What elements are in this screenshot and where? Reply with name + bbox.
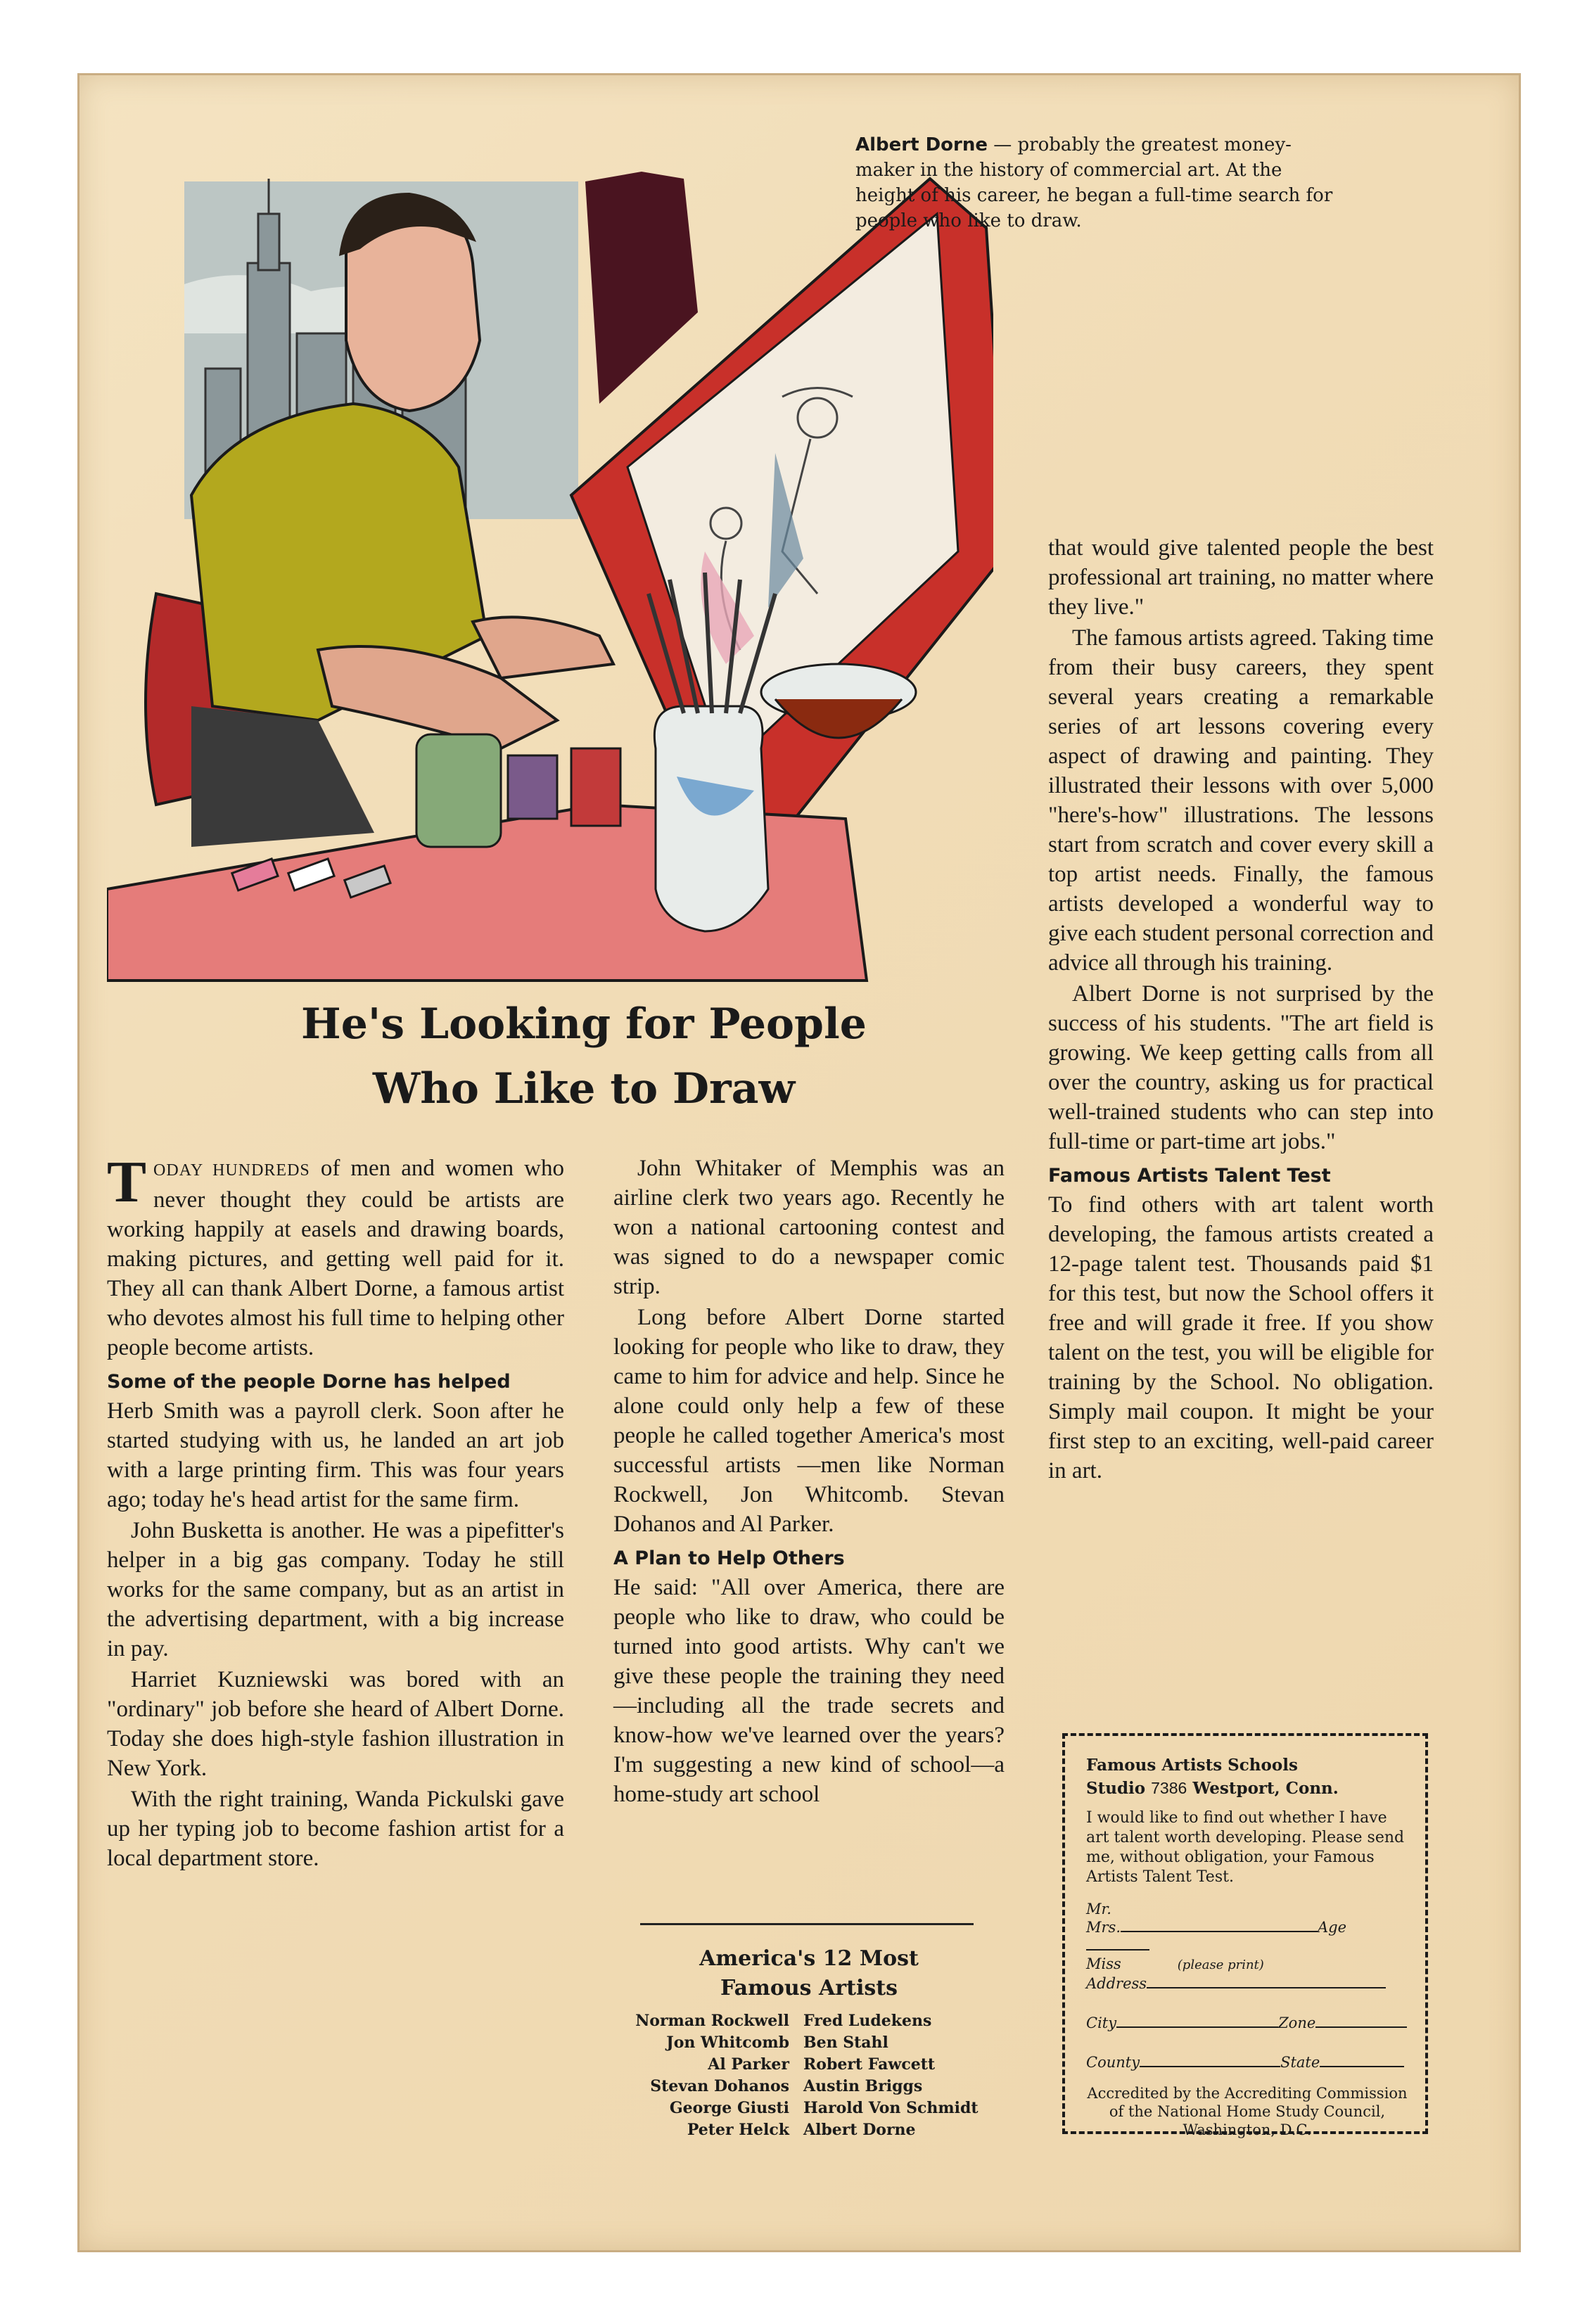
paragraph-wanda-pickulski: With the right training, Wanda Pickulski gave up her typing job to become fashion artist for a local department store.	[107, 1787, 564, 1871]
artist-name-right: Robert Fawcett	[803, 2055, 936, 2074]
artist-name-right: Ben Stahl	[803, 2034, 888, 2052]
section-heading-talent-test: Famous Artists Talent Test	[1048, 1165, 1331, 1187]
drop-cap: T	[107, 1149, 147, 1215]
headline-line-2: Who Like to Draw	[372, 1064, 796, 1113]
artist-row	[613, 2054, 1005, 2076]
artist-row	[613, 2076, 1005, 2098]
paragraph-harriet-kuzniewski: Harriet Kuzniewski was bored with an "ordinary" job before she heard of Albert Dorne. Today she does high-style fashion illustration in New York.	[107, 1667, 564, 1781]
coupon-city-label: City	[1086, 2015, 1117, 2031]
artist-name-left: Stevan Dohanos	[650, 2077, 789, 2095]
coupon-address-line	[1086, 1777, 1408, 1800]
caption-text: — probably the greatest money-maker in the history of commercial art. At the height of his career, he began a full-time search for people who like to draw.	[855, 134, 1333, 231]
artist-name-left: Jon Whitcomb	[666, 2034, 789, 2052]
mail-coupon[interactable]	[1062, 1733, 1428, 2138]
coupon-address-field[interactable]	[1086, 1974, 1408, 1993]
intro-smallcaps: ODAY HUNDREDS	[153, 1161, 310, 1180]
article-column-2	[613, 1154, 1005, 1811]
article-column-1	[107, 1149, 564, 1875]
coupon-please-print: (please print)	[1177, 1958, 1264, 1972]
artist-row	[613, 2010, 1005, 2032]
coupon-school: Famous Artists Schools	[1086, 1756, 1298, 1775]
paragraph-continued: that would give talented people the best professional art training, no matter where they live."	[1048, 535, 1434, 620]
intro-paragraph	[107, 1149, 564, 1362]
caption-name: Albert Dorne	[855, 134, 988, 155]
coupon-mr-label: Mr.	[1086, 1901, 1111, 1917]
section-heading-plan: A Plan to Help Others	[613, 1547, 845, 1569]
paragraph-herb-smith: Herb Smith was a payroll clerk. Soon after he started studying with us, he landed an art job with a large printing firm. This was four years ago; today he's head artist for the same firm.	[107, 1398, 564, 1512]
coupon-studio-number: 7386	[1151, 1779, 1187, 1797]
coupon-city-field[interactable]	[1086, 2014, 1408, 2032]
artist-name-left: Al Parker	[708, 2055, 789, 2074]
artist-row	[613, 2098, 1005, 2119]
famous-title-line-1: America's 12 Most	[699, 1946, 919, 1971]
paragraph-talent-test: To find others with art talent worth developing, the famous artists created a 12-page talent test. Thousands paid $1 for this test, but now the School offers it free and will grade it free. If you show talent on the test, you will be eligible for training by the School. No obligation. Simply mail coupon. It might be your first step to an exciting, well-paid career in art.	[1048, 1192, 1434, 1483]
coupon-address-label: Address	[1086, 1975, 1147, 1992]
artist-name-left: Peter Helck	[687, 2121, 789, 2139]
artist-name-right: Albert Dorne	[803, 2121, 916, 2139]
paragraph-long-before: Long before Albert Dorne started looking for people who like to draw, they came to him for advice and help. Since he alone could only help a few of these people he called together America's most successful artists —men like Norman Rockwell, Jon Whitcomb. Stevan Dohanos and Al Parker.	[613, 1305, 1005, 1537]
headline	[127, 992, 1041, 1121]
brush-jar	[654, 706, 768, 931]
artist-name-right: Harold Von Schmidt	[803, 2099, 979, 2117]
portrait-caption	[855, 132, 1334, 234]
famous-title-line-2: Famous Artists	[720, 1976, 898, 2000]
coupon-miss-label: Miss	[1086, 1955, 1121, 1972]
coupon-county-label: County	[1086, 2054, 1140, 2071]
coupon-county-field[interactable]	[1086, 2053, 1408, 2071]
paragraph-he-said: He said: "All over America, there are people who like to draw, who could be turned into good artists. Why can't we give these people the training they need—including all the trade secrets and know-how we've learned over the years? I'm suggesting a new kind of school—a home-study art school	[613, 1575, 1005, 1807]
coupon-zone-label: Zone	[1278, 2015, 1316, 2031]
window-frame	[585, 172, 698, 404]
coupon-request-text: I would like to find out whether I have art talent worth developing. Please send me, without obligation, your Famous Artists Talent Test.	[1086, 1809, 1405, 1886]
artist-name-right: Fred Ludekens	[803, 2012, 932, 2030]
paragraph-john-busketta: John Busketta is another. He was a pipefitter's helper in a big gas company. Today he still works for the same company, but as an artist in the advertising department, with a big increase in pay.	[107, 1518, 564, 1661]
divider-rule	[640, 1923, 974, 1925]
intro-text: of men and women who never thought they could be artists are working happily at easels and drawing boards, making pictures, and getting well paid for it. They all can thank Albert Dorne, a famous artist who devotes almost his full time to helping other people become artists.	[107, 1156, 564, 1360]
artist-row	[613, 2119, 1005, 2141]
artist-row	[613, 2032, 1005, 2054]
artist-name-left: George Giusti	[669, 2099, 789, 2117]
paragraph-not-surprised: Albert Dorne is not surprised by the success of his students. "The art field is growing. We keep getting calls from all over the country, asking us for practical well-trained students who can step into full-time or part-time art jobs."	[1048, 981, 1434, 1154]
paragraph-john-whitaker: John Whitaker of Memphis was an airline clerk two years ago. Recently he won a national cartooning contest and was signed to do a newspaper comic strip.	[613, 1156, 1005, 1299]
coupon-state-label: State	[1280, 2054, 1320, 2071]
headline-line-1: He's Looking for People	[301, 1000, 867, 1049]
hand	[473, 617, 613, 678]
trousers	[191, 706, 374, 847]
artist-name-right: Austin Briggs	[803, 2077, 923, 2095]
coupon-mrs-label: Mrs.	[1086, 1919, 1121, 1936]
coupon-age-label: Age	[1318, 1919, 1347, 1936]
article-column-3	[1048, 533, 1434, 1487]
famous-artists-list	[613, 2010, 1005, 2141]
coupon-town: Westport, Conn.	[1192, 1779, 1339, 1798]
artist-name-left: Norman Rockwell	[635, 2012, 789, 2030]
coupon-name-field[interactable]	[1086, 1900, 1408, 1974]
albert-dorne-illustration	[107, 101, 993, 1002]
section-heading-dorne-helped: Some of the people Dorne has helped	[107, 1371, 511, 1393]
paragraph-artists-agreed: The famous artists agreed. Taking time from their busy careers, they spent several years creating a remarkable series of art lessons covering every aspect of drawing and painting. They illustrated their lessons with over 5,000 "here's-how" illustrations. The lessons start from scratch and cover every skill a top artist needs. Finally, the famous artists developed a wonderful way to give each student personal correction and advice all through his training.	[1048, 625, 1434, 976]
famous-artists-title	[613, 1944, 1005, 2003]
coupon-accreditation: Accredited by the Accrediting Commission of the National Home Study Council, Washington, D.C.	[1087, 2085, 1408, 2138]
coupon-studio-label: Studio	[1086, 1779, 1146, 1798]
